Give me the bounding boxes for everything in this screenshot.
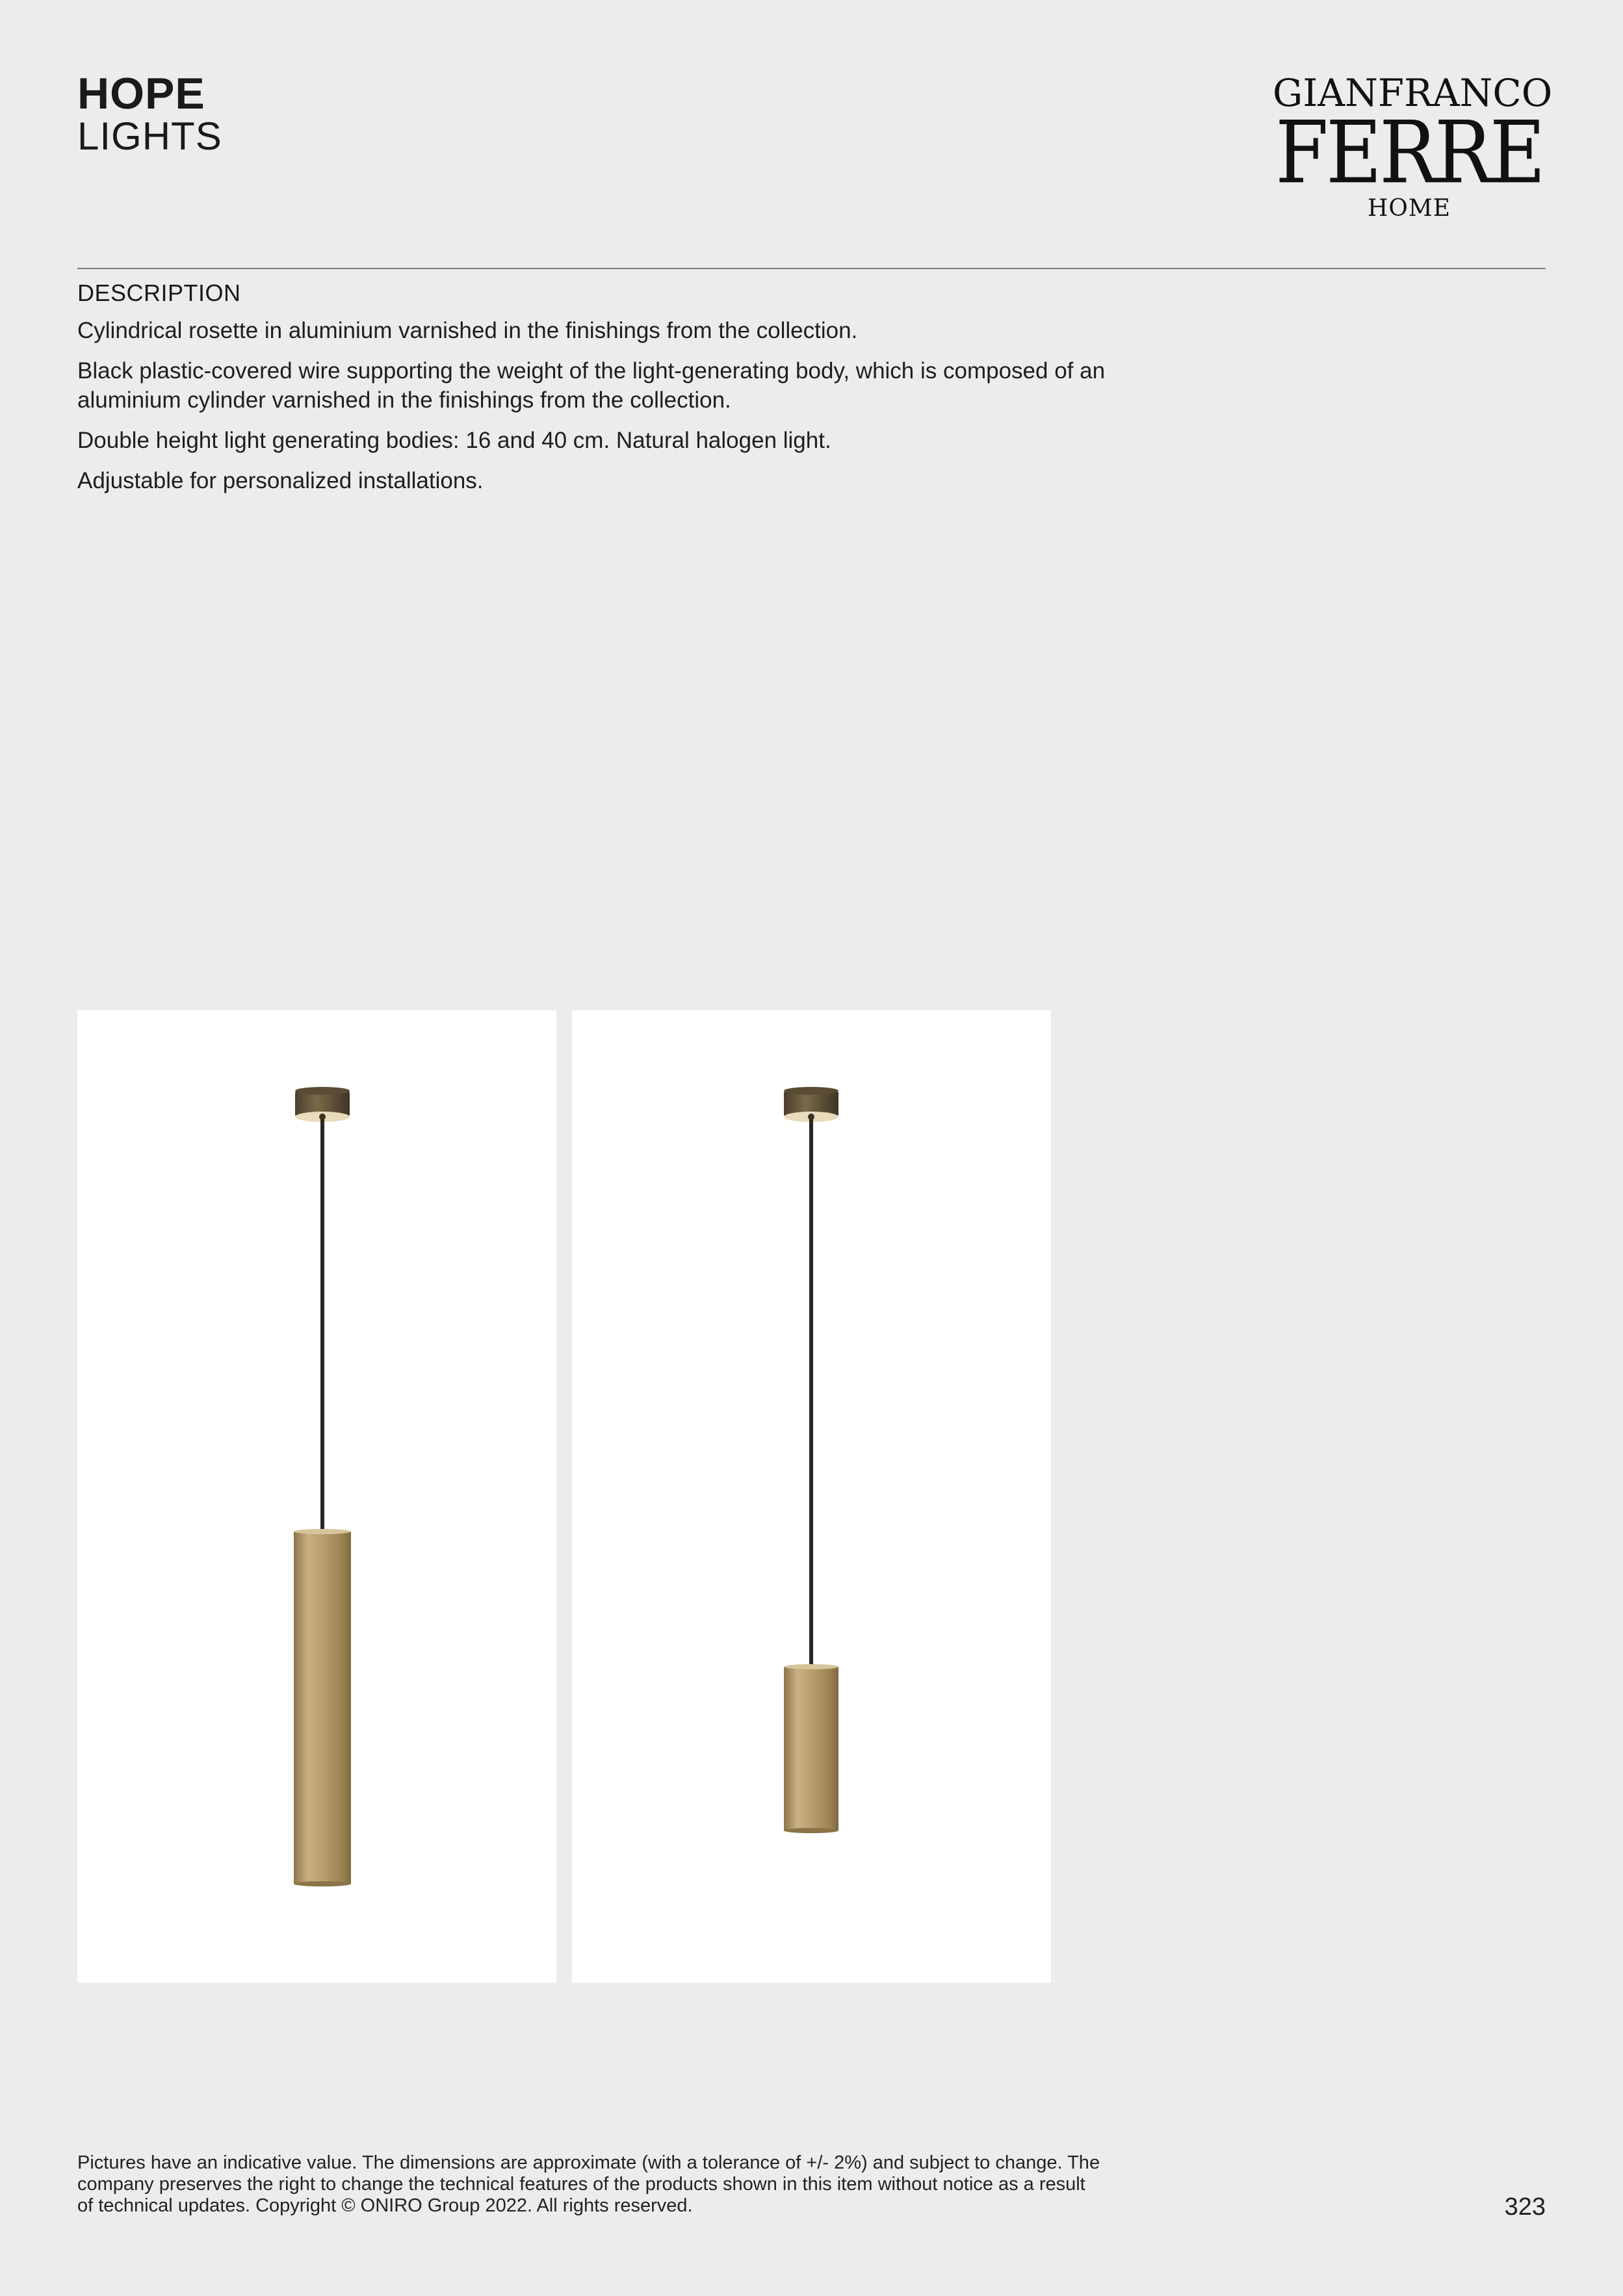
product-photo-tall	[77, 1010, 556, 1983]
header-divider	[77, 268, 1546, 269]
product-name: HOPE	[77, 69, 205, 118]
brand-logo-line3: HOME	[1367, 195, 1451, 222]
description-section	[77, 278, 1143, 506]
description-heading: DESCRIPTION	[77, 280, 241, 306]
description-paragraph: Adjustable for personalized installations.	[77, 468, 484, 493]
ceiling-rosette	[295, 1087, 350, 1122]
description-paragraph: Double height light generating bodies: 16 and 40 cm. Natural halogen light.	[77, 428, 831, 453]
light-body-short	[784, 1664, 838, 1833]
footer-disclaimer: Pictures have an indicative value. The dimensions are approximate (with a tolerance of +/- 2%) and subject to change. The company preserves the right to change the technical features of the products shown in this item without notice as a result of technical updates. Copyright © ONIRO Group 2022. All rights reserved.	[77, 2152, 1100, 2216]
pendant-lamp-short-illustration	[572, 1010, 1051, 1983]
pendant-lamp-tall-illustration	[77, 1010, 556, 1983]
description-paragraph: Cylindrical rosette in aluminium varnished in the finishings from the collection.	[77, 318, 858, 343]
brand-logo-line2: FERRE	[1275, 102, 1543, 203]
brand-logo	[1273, 71, 1553, 222]
brand-logo-line1: GIANFRANCO	[1273, 71, 1553, 115]
suspension-wire	[809, 1119, 813, 1669]
product-title	[77, 69, 222, 158]
product-photo-short	[572, 1010, 1051, 1983]
ceiling-rosette	[784, 1087, 838, 1122]
light-body-tall	[294, 1529, 351, 1886]
page-number: 323	[1504, 2193, 1546, 2221]
description-paragraph: Black plastic-covered wire supporting the weight of the light-generating body, which is composed of an aluminium cylinder varnished in the finishings from the collection.	[77, 358, 1106, 413]
product-category: LIGHTS	[77, 114, 222, 158]
